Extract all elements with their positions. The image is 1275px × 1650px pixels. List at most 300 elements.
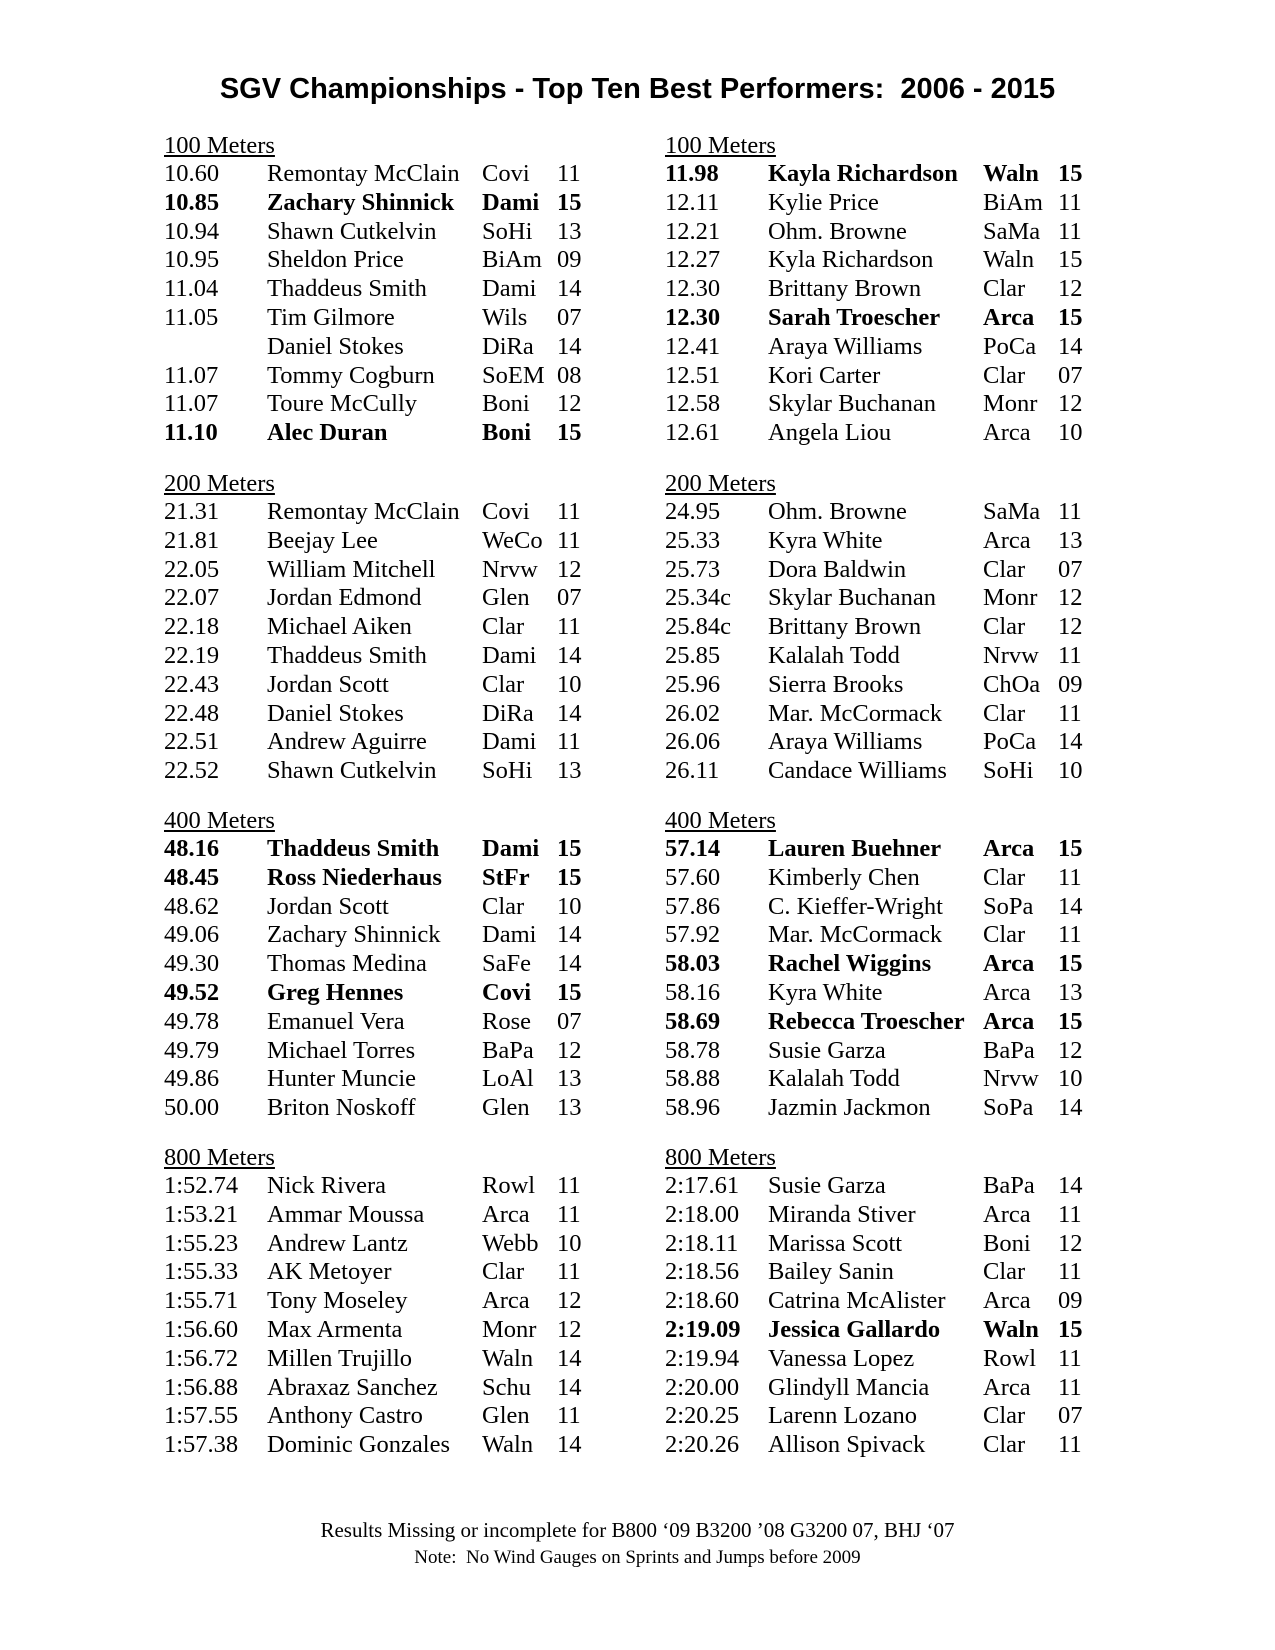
school-code: Arca (983, 1373, 1031, 1401)
result-row (665, 613, 1165, 642)
year: 14 (557, 1344, 582, 1372)
school-code: Wils (482, 303, 528, 331)
year: 11 (1058, 863, 1082, 891)
result-mark: 58.96 (665, 1094, 721, 1122)
result-mark: 58.78 (665, 1036, 721, 1064)
year: 12 (557, 1287, 582, 1315)
year: 09 (557, 246, 582, 274)
athlete-name: Beejay Lee (267, 526, 378, 554)
year: 10 (557, 670, 582, 698)
athlete-name: Allison Spivack (768, 1431, 926, 1459)
school-code: BaPa (482, 1036, 534, 1064)
school-code: SoEM (482, 361, 545, 389)
result-mark: 21.81 (164, 526, 220, 554)
result-row (665, 1172, 1165, 1201)
year: 10 (1058, 1065, 1083, 1093)
school-code: Webb (482, 1229, 539, 1257)
athlete-name: Dominic Gonzales (267, 1431, 451, 1459)
result-row (164, 700, 664, 729)
result-row (164, 1065, 664, 1094)
school-code: BaPa (983, 1036, 1035, 1064)
year: 15 (557, 188, 582, 216)
page-title: SGV Championships - Top Ten Best Performers: 2006 - 2015 (219, 73, 1056, 105)
footer-wind-gauge-note: Note: No Wind Gauges on Sprints and Jumps before 2009 (414, 1547, 861, 1568)
event-section (665, 806, 1165, 1123)
result-mark: 2:18.56 (665, 1258, 740, 1286)
athlete-name: Tony Moseley (267, 1287, 408, 1315)
year: 13 (557, 217, 582, 245)
year: 15 (557, 419, 582, 447)
school-code: Arca (983, 1200, 1031, 1228)
result-mark: 22.07 (164, 584, 220, 612)
result-mark: 10.94 (164, 217, 220, 245)
year: 12 (557, 555, 582, 583)
athlete-name: Shawn Cutkelvin (267, 217, 437, 245)
result-mark: 49.78 (164, 1007, 220, 1035)
school-code: Arca (983, 835, 1035, 862)
school-code: Arca (983, 526, 1031, 554)
school-code: Clar (482, 892, 525, 920)
result-row (665, 189, 1165, 218)
result-mark: 1:55.71 (164, 1287, 239, 1315)
event-section (665, 131, 1165, 448)
year: 12 (1058, 1036, 1083, 1064)
school-code: ChOa (983, 670, 1041, 698)
year: 07 (1058, 555, 1083, 583)
athlete-name: Jessica Gallardo (768, 1315, 941, 1343)
year: 13 (1058, 526, 1083, 554)
result-row (164, 498, 664, 527)
year: 15 (557, 835, 582, 862)
athlete-name: Shawn Cutkelvin (267, 757, 437, 785)
year: 14 (1058, 332, 1083, 360)
result-mark: 1:57.55 (164, 1402, 239, 1430)
athlete-name: Dora Baldwin (768, 555, 907, 583)
result-row (665, 1037, 1165, 1066)
result-mark: 21.31 (164, 498, 220, 525)
result-mark: 2:20.25 (665, 1402, 740, 1430)
result-row (164, 1230, 664, 1259)
athlete-name: Alec Duran (267, 419, 388, 447)
year: 13 (557, 1094, 582, 1122)
result-mark: 49.52 (164, 978, 220, 1006)
athlete-name: Marissa Scott (768, 1229, 903, 1257)
year: 15 (1058, 160, 1083, 187)
event-section (164, 131, 664, 448)
result-row (164, 275, 664, 304)
result-row (665, 979, 1165, 1008)
result-mark: 58.88 (665, 1065, 721, 1093)
year: 12 (1058, 390, 1083, 418)
result-row (665, 950, 1165, 979)
year: 14 (1058, 1172, 1083, 1199)
year: 12 (1058, 275, 1083, 303)
school-code: DiRa (482, 699, 534, 727)
school-code: Clar (983, 1402, 1026, 1430)
result-row (665, 835, 1165, 864)
year: 11 (557, 613, 581, 641)
athlete-name: Emanuel Vera (267, 1007, 405, 1035)
result-row (164, 642, 664, 671)
event-section (665, 469, 1165, 786)
athlete-name: Tommy Cogburn (267, 361, 435, 389)
year: 08 (557, 361, 582, 389)
result-row (164, 613, 664, 642)
result-mark: 25.73 (665, 555, 721, 583)
result-mark: 50.00 (164, 1094, 220, 1122)
result-mark: 25.34c (665, 584, 731, 612)
athlete-name: Larenn Lozano (768, 1402, 917, 1430)
athlete-name: Max Armenta (267, 1315, 403, 1343)
school-code: Arca (983, 303, 1035, 331)
year: 14 (557, 950, 582, 978)
event-title: 100 Meters (164, 132, 275, 159)
athlete-name: Kalalah Todd (768, 1065, 900, 1093)
school-code: SaMa (983, 498, 1041, 525)
athlete-name: Angela Liou (768, 419, 892, 447)
result-row (164, 390, 664, 419)
school-code: Rose (482, 1007, 531, 1035)
result-row (665, 728, 1165, 757)
result-mark: 2:17.61 (665, 1172, 740, 1199)
athlete-name: Rebecca Troescher (768, 1007, 965, 1035)
year: 07 (557, 584, 582, 612)
school-code: Clar (983, 921, 1026, 949)
athlete-name: Araya Williams (768, 728, 923, 756)
result-row (665, 1065, 1165, 1094)
school-code: Covi (482, 160, 530, 187)
school-code: Monr (482, 1315, 537, 1343)
school-code: LoAl (482, 1065, 534, 1093)
school-code: SoHi (482, 757, 533, 785)
school-code: Nrvw (482, 555, 538, 583)
school-code: Clar (983, 555, 1026, 583)
year: 07 (1058, 1402, 1083, 1430)
result-mark: 57.86 (665, 892, 721, 920)
year: 12 (557, 1036, 582, 1064)
year: 14 (1058, 892, 1083, 920)
athlete-name: Jordan Scott (267, 670, 389, 698)
athlete-name: Hunter Muncie (267, 1065, 416, 1093)
school-code: Arca (983, 419, 1031, 447)
athlete-name: Ohm. Browne (768, 498, 907, 525)
school-code: WeCo (482, 526, 543, 554)
result-row (164, 160, 664, 189)
year: 14 (557, 332, 582, 360)
school-code: Boni (983, 1229, 1031, 1257)
athlete-name: Sheldon Price (267, 246, 404, 274)
result-mark: 25.84c (665, 613, 731, 641)
athlete-name: Glindyll Mancia (768, 1373, 930, 1401)
athlete-name: Sierra Brooks (768, 670, 904, 698)
result-row (164, 1008, 664, 1037)
year: 12 (557, 390, 582, 418)
result-row (164, 757, 664, 786)
year: 14 (557, 275, 582, 303)
result-mark: 22.18 (164, 613, 220, 641)
year: 14 (557, 641, 582, 669)
athlete-name: Toure McCully (267, 390, 418, 418)
athlete-name: Brittany Brown (768, 275, 922, 303)
athlete-name: Thaddeus Smith (267, 275, 427, 303)
result-row (665, 1287, 1165, 1316)
year: 11 (1058, 641, 1082, 669)
school-code: Dami (482, 921, 537, 949)
result-mark: 11.05 (164, 303, 219, 331)
result-mark: 24.95 (665, 498, 721, 525)
athlete-name: Tim Gilmore (267, 303, 395, 331)
athlete-name: Rachel Wiggins (768, 950, 932, 978)
result-row (665, 498, 1165, 527)
school-code: Rowl (482, 1172, 536, 1199)
result-row (665, 584, 1165, 613)
school-code: Glen (482, 1402, 530, 1430)
school-code: Clar (983, 613, 1026, 641)
athlete-name: Kayla Richardson (768, 160, 958, 187)
school-code: Waln (983, 246, 1035, 274)
event-title: 100 Meters (665, 132, 776, 159)
result-row (665, 642, 1165, 671)
year: 14 (557, 1431, 582, 1459)
result-mark: 49.06 (164, 921, 220, 949)
result-row (164, 246, 664, 275)
result-row (665, 1345, 1165, 1374)
athlete-name: Thaddeus Smith (267, 641, 427, 669)
result-mark: 1:53.21 (164, 1200, 239, 1228)
athlete-name: Lauren Buehner (768, 835, 942, 862)
result-mark: 57.92 (665, 921, 721, 949)
year: 10 (557, 1229, 582, 1257)
year: 11 (557, 160, 581, 187)
event-section (164, 469, 664, 786)
school-code: Waln (983, 1315, 1039, 1343)
school-code: Nrvw (983, 641, 1039, 669)
result-mark: 11.07 (164, 361, 219, 389)
school-code: Arca (482, 1200, 530, 1228)
year: 12 (1058, 584, 1083, 612)
result-mark: 22.43 (164, 670, 220, 698)
year: 11 (557, 526, 581, 554)
year: 14 (557, 921, 582, 949)
result-row (665, 1374, 1165, 1403)
school-code: Dami (482, 641, 537, 669)
year: 10 (1058, 419, 1083, 447)
athlete-name: Mar. McCormack (768, 699, 943, 727)
result-row (164, 1037, 664, 1066)
result-mark: 49.30 (164, 950, 220, 978)
school-code: BaPa (983, 1172, 1035, 1199)
result-mark: 58.03 (665, 950, 721, 978)
result-mark: 58.16 (665, 978, 721, 1006)
result-row (164, 1258, 664, 1287)
result-row (665, 246, 1165, 275)
year: 07 (557, 1007, 582, 1035)
school-code: DiRa (482, 332, 534, 360)
result-row (665, 1094, 1165, 1123)
result-mark: 1:55.23 (164, 1229, 239, 1257)
result-mark: 10.95 (164, 246, 220, 274)
result-mark: 49.86 (164, 1065, 220, 1093)
school-code: Clar (983, 699, 1026, 727)
school-code: Monr (983, 390, 1038, 418)
school-code: Dami (482, 275, 537, 303)
school-code: BiAm (983, 188, 1043, 216)
school-code: Monr (983, 584, 1038, 612)
year: 11 (1058, 1200, 1082, 1228)
athlete-name: Thaddeus Smith (267, 835, 440, 862)
result-row (665, 1402, 1165, 1431)
athlete-name: Remontay McClain (267, 498, 460, 525)
athlete-name: Jordan Scott (267, 892, 389, 920)
result-mark: 12.11 (665, 188, 720, 216)
athlete-name: Daniel Stokes (267, 332, 404, 360)
athlete-name: Kalalah Todd (768, 641, 900, 669)
school-code: SoPa (983, 1094, 1034, 1122)
athlete-name: Zachary Shinnick (267, 921, 441, 949)
result-mark: 12.30 (665, 275, 721, 303)
athlete-name: Kyra White (768, 978, 883, 1006)
year: 11 (557, 1172, 581, 1199)
result-mark: 12.27 (665, 246, 721, 274)
result-mark: 2:19.94 (665, 1344, 740, 1372)
result-mark: 2:18.11 (665, 1229, 739, 1257)
athlete-name: Kyla Richardson (768, 246, 934, 274)
athlete-name: Vanessa Lopez (768, 1344, 915, 1372)
year: 11 (1058, 921, 1082, 949)
result-row (665, 362, 1165, 391)
year: 11 (557, 1200, 581, 1228)
year: 11 (1058, 498, 1082, 525)
result-mark: 22.05 (164, 555, 220, 583)
athlete-name: Brittany Brown (768, 613, 922, 641)
result-row (665, 160, 1165, 189)
year: 11 (557, 728, 581, 756)
result-row (164, 864, 664, 893)
result-row (164, 921, 664, 950)
year: 11 (1058, 1258, 1082, 1286)
result-mark: 12.21 (665, 217, 721, 245)
year: 15 (557, 863, 582, 891)
result-mark: 57.14 (665, 835, 721, 862)
athlete-name: Kylie Price (768, 188, 879, 216)
year: 11 (1058, 1373, 1082, 1401)
result-row (665, 893, 1165, 922)
result-row (164, 1402, 664, 1431)
year: 13 (1058, 978, 1083, 1006)
result-mark: 26.06 (665, 728, 721, 756)
result-mark: 1:52.74 (164, 1172, 239, 1199)
school-code: Arca (983, 978, 1031, 1006)
result-mark: 22.19 (164, 641, 220, 669)
result-mark: 22.48 (164, 699, 220, 727)
athlete-name: Anthony Castro (267, 1402, 423, 1430)
school-code: Dami (482, 835, 540, 862)
athlete-name: Thomas Medina (267, 950, 427, 978)
result-row (665, 1008, 1165, 1037)
school-code: SaFe (482, 950, 531, 978)
school-code: SoHi (482, 217, 533, 245)
school-code: Clar (983, 1431, 1026, 1459)
school-code: Boni (482, 419, 532, 447)
result-mark: 1:56.60 (164, 1315, 239, 1343)
result-row (164, 218, 664, 247)
school-code: Rowl (983, 1344, 1037, 1372)
result-mark: 12.30 (665, 303, 721, 331)
athlete-name: Daniel Stokes (267, 699, 404, 727)
result-mark: 2:18.00 (665, 1200, 740, 1228)
school-code: BiAm (482, 246, 542, 274)
school-code: Clar (482, 670, 525, 698)
result-row (665, 333, 1165, 362)
event-title: 200 Meters (665, 470, 776, 497)
result-mark: 58.69 (665, 1007, 721, 1035)
athlete-name: Araya Williams (768, 332, 923, 360)
year: 11 (1058, 217, 1082, 245)
school-code: SoPa (983, 892, 1034, 920)
result-mark: 12.61 (665, 419, 721, 447)
event-title: 400 Meters (164, 807, 275, 834)
school-code: PoCa (983, 728, 1037, 756)
athlete-name: Abraxaz Sanchez (267, 1373, 438, 1401)
school-code: Dami (482, 728, 537, 756)
school-code: Clar (983, 1258, 1026, 1286)
athlete-name: Kyra White (768, 526, 883, 554)
athlete-name: Mar. McCormack (768, 921, 943, 949)
result-mark: 1:56.88 (164, 1373, 239, 1401)
athlete-name: Candace Williams (768, 757, 947, 785)
event-title: 200 Meters (164, 470, 275, 497)
year: 15 (1058, 303, 1083, 331)
athlete-name: Andrew Lantz (267, 1229, 408, 1257)
result-row (164, 950, 664, 979)
event-section (665, 1143, 1165, 1460)
result-row (665, 1201, 1165, 1230)
result-row (665, 275, 1165, 304)
result-row (164, 1287, 664, 1316)
result-row (164, 1431, 664, 1460)
result-row (665, 864, 1165, 893)
year: 12 (557, 1315, 582, 1343)
athlete-name: Kimberly Chen (768, 863, 920, 891)
school-code: Arca (983, 1287, 1031, 1315)
athlete-name: AK Metoyer (267, 1258, 392, 1286)
year: 11 (557, 498, 581, 525)
result-mark: 12.51 (665, 361, 721, 389)
school-code: Clar (983, 275, 1026, 303)
result-row (164, 556, 664, 585)
school-code: Glen (482, 1094, 530, 1122)
result-mark: 1:55.33 (164, 1258, 239, 1286)
school-code: Covi (482, 498, 530, 525)
year: 15 (557, 978, 582, 1006)
athlete-name: Briton Noskoff (267, 1094, 416, 1122)
result-row (164, 893, 664, 922)
result-mark: 22.52 (164, 757, 220, 785)
result-mark: 11.07 (164, 390, 219, 418)
athlete-name: Jordan Edmond (267, 584, 422, 612)
result-mark: 2:20.00 (665, 1373, 740, 1401)
event-section (164, 1143, 664, 1460)
athlete-name: Greg Hennes (267, 978, 404, 1006)
result-row (665, 527, 1165, 556)
year: 09 (1058, 670, 1083, 698)
year: 07 (557, 303, 582, 331)
result-row (164, 304, 664, 333)
result-mark: 49.79 (164, 1036, 220, 1064)
result-row (164, 1374, 664, 1403)
result-row (164, 584, 664, 613)
year: 13 (557, 757, 582, 785)
